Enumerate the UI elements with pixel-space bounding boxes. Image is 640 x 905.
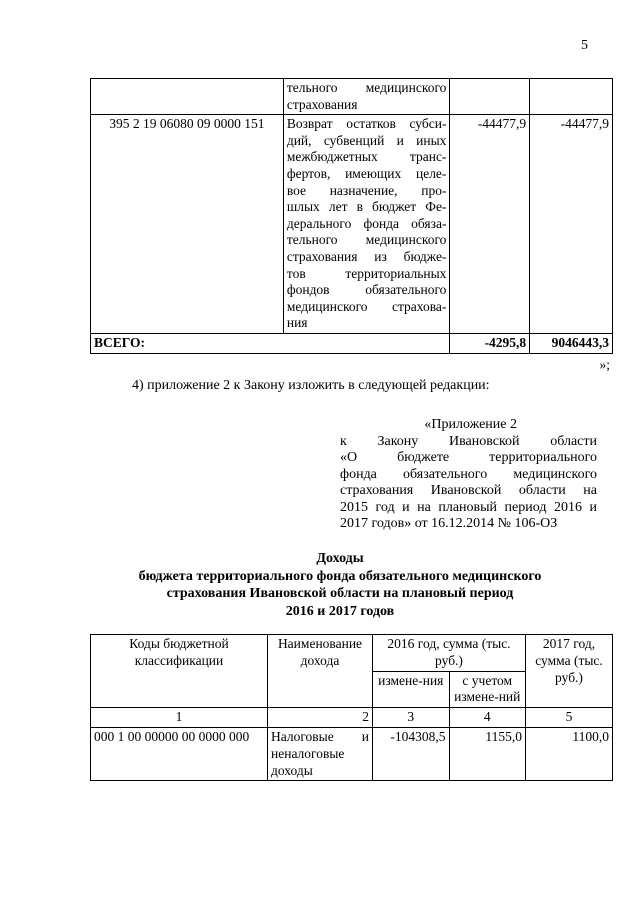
appendix-title: «Приложение 2 (424, 417, 517, 432)
name-line: страхования (286, 96, 358, 112)
code-cell (91, 79, 284, 115)
header-codes: Коды бюджетной классификации (91, 635, 268, 708)
value-cell (530, 79, 613, 115)
name-line: тельного медицинского (286, 80, 447, 95)
name-line: ния (286, 315, 308, 331)
total-2015-value: -4295,8 (450, 333, 530, 353)
closing-mark: »; (599, 357, 610, 372)
header-row (91, 635, 613, 672)
column-number: 2 (268, 708, 373, 728)
name-line: фертов, имеющих целе- (286, 165, 447, 181)
header-2016-change: измене-ния (373, 671, 450, 708)
income-table (90, 634, 613, 781)
name-cell (283, 115, 450, 334)
name-line: тельного медицинского (286, 232, 447, 248)
table-row (91, 727, 613, 780)
name-line: медицинского страхова- (286, 298, 447, 314)
income-2017: 1100,0 (526, 727, 613, 780)
continuation-table (90, 78, 613, 354)
header-name: Наименование дохода (268, 635, 373, 708)
value-cell (450, 79, 530, 115)
total-label: ВСЕГО: (91, 333, 450, 353)
appendix-line: 2017 годов» от 16.12.2014 № 106-ОЗ (340, 516, 558, 531)
item-4-paragraph: 4) приложение 2 к Закону изложить в следующей редакции: (132, 378, 490, 393)
title-line: страхования Ивановской области на плановый период (166, 586, 514, 601)
appendix-line: фонда обязательного медицинского (340, 466, 597, 482)
income-name: Налоговые и неналоговые доходы (268, 727, 373, 780)
header-2017: 2017 год, сумма (тыс. руб.) (526, 635, 613, 708)
appendix-line: 2015 год и на плановый период 2016 и (340, 499, 597, 515)
name-line: фондов обязательного (286, 282, 447, 298)
name-line: дерального фонда обяза- (286, 215, 447, 231)
total-value: 9046443,3 (530, 333, 613, 353)
appendix-line: к Закону Ивановской области (340, 433, 597, 449)
name-line: Возврат остатков субси- (286, 116, 447, 132)
column-number: 1 (91, 708, 268, 728)
column-number-row (91, 708, 613, 728)
name-line: страхования из бюдже- (286, 248, 447, 264)
appendix-line: страхования Ивановской области на (340, 483, 597, 498)
page-number: 5 (581, 38, 588, 53)
title-line: Доходы (316, 551, 364, 566)
appendix-header (340, 417, 597, 533)
column-number: 5 (526, 708, 613, 728)
name-line: дий, субвенций и иных (286, 132, 447, 148)
document-title (60, 550, 620, 620)
table-row (91, 115, 613, 334)
name-line: вое назначение, про- (286, 182, 447, 198)
column-number: 3 (373, 708, 450, 728)
name-line: шлых лет в бюджет Фе- (286, 199, 447, 215)
title-line: 2016 и 2017 годов (285, 603, 395, 619)
header-2016: 2016 год, сумма (тыс. руб.) (373, 635, 526, 672)
value-2015-cell: -44477,9 (450, 115, 530, 334)
column-number: 4 (449, 708, 526, 728)
income-code: 000 1 00 00000 00 0000 000 (91, 727, 268, 780)
total-row (91, 333, 613, 353)
code-cell: 395 2 19 06080 09 0000 151 (91, 115, 284, 334)
name-cell (283, 79, 450, 115)
header-2016-with-change: с учетом измене-ний (449, 671, 526, 708)
value-total-cell: -44477,9 (530, 115, 613, 334)
appendix-line: «О бюджете территориального (340, 450, 597, 465)
name-line: тов территориальных (286, 265, 447, 281)
title-line: бюджета территориального фонда обязательного медицинского (138, 568, 542, 584)
name-line: межбюджетных транс- (286, 149, 447, 165)
income-with-change: 1155,0 (449, 727, 526, 780)
income-change: -104308,5 (373, 727, 450, 780)
table-row (91, 79, 613, 115)
